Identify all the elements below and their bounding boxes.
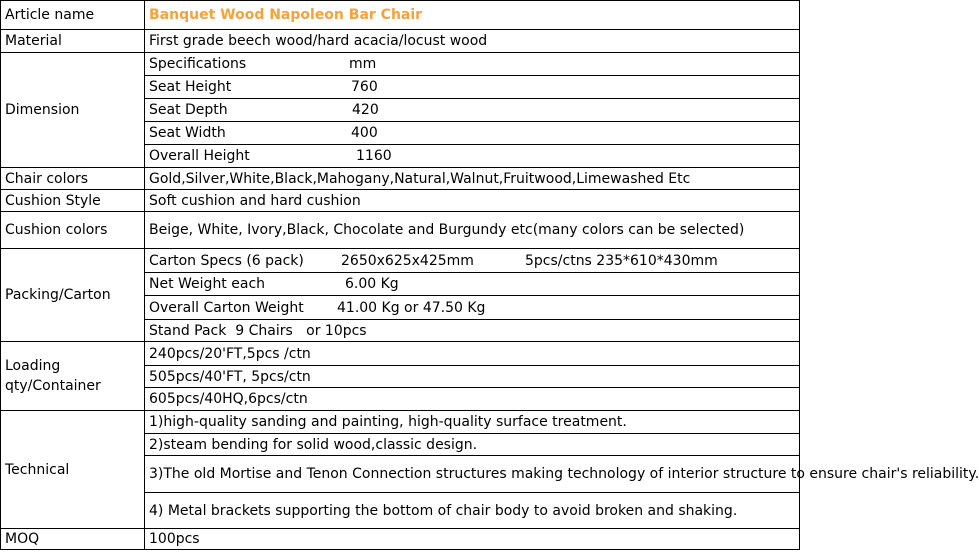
material-label: Material bbox=[1, 30, 145, 53]
row-cushion-colors bbox=[1, 212, 800, 249]
packing-carton-cell bbox=[145, 249, 800, 273]
overall-weight-value: 41.00 Kg or 47.50 Kg bbox=[337, 299, 486, 316]
moq-label: MOQ bbox=[1, 529, 145, 550]
dimension-cell bbox=[145, 76, 800, 99]
loading-value: 605pcs/40HQ,6pcs/ctn bbox=[145, 388, 800, 411]
overall-weight-cell bbox=[145, 296, 800, 320]
net-weight-name: Net Weight each bbox=[149, 276, 266, 292]
row-packing-carton bbox=[1, 249, 800, 273]
loading-label bbox=[1, 342, 145, 411]
carton-alt: 5pcs/ctns 235*610*430mm bbox=[525, 252, 718, 269]
row-loading bbox=[1, 342, 800, 366]
loading-value: 505pcs/40'FT, 5pcs/ctn bbox=[145, 366, 800, 388]
dimension-name: Overall Height bbox=[149, 148, 250, 164]
carton-name: Carton Specs (6 pack) bbox=[149, 252, 304, 269]
loading-label-line1: Loading bbox=[5, 358, 61, 374]
dimension-cell bbox=[145, 122, 800, 145]
row-technical bbox=[1, 411, 800, 434]
cushion-colors-value: Beige, White, Ivory,Black, Chocolate and Burgundy etc(many colors can be selected) bbox=[145, 212, 800, 249]
row-article bbox=[1, 1, 800, 30]
article-title: Banquet Wood Napoleon Bar Chair bbox=[145, 1, 800, 30]
row-cushion-style bbox=[1, 190, 800, 212]
overall-weight-name: Overall Carton Weight bbox=[149, 299, 304, 316]
dimension-header-name: Specifications bbox=[149, 56, 247, 72]
chair-colors-value: Gold,Silver,White,Black,Mahogany,Natural,Walnut,Fruitwood,Limewashed Etc bbox=[145, 168, 800, 190]
material-value: First grade beech wood/hard acacia/locust wood bbox=[145, 30, 800, 53]
dimension-name: Seat Width bbox=[149, 125, 226, 141]
dimension-cell bbox=[145, 99, 800, 122]
technical-value: 3)The old Mortise and Tenon Connection structures making technology of interior structure to ensure chair's reliability. bbox=[145, 456, 800, 493]
chair-colors-label: Chair colors bbox=[1, 168, 145, 190]
dimension-name: Seat Height bbox=[149, 79, 232, 95]
technical-value: 4) Metal brackets supporting the bottom of chair body to avoid broken and shaking. bbox=[145, 493, 800, 529]
technical-value: 2)steam bending for solid wood,classic design. bbox=[145, 434, 800, 456]
row-chair-colors bbox=[1, 168, 800, 190]
carton-size: 2650x625x425mm bbox=[341, 252, 474, 269]
dimension-value: 1160 bbox=[356, 148, 392, 164]
row-material bbox=[1, 30, 800, 53]
stand-pack-value: Stand Pack 9 Chairs or 10pcs bbox=[145, 320, 800, 342]
dimension-header-unit: mm bbox=[349, 56, 377, 72]
dimension-header-cell bbox=[145, 53, 800, 76]
loading-value: 240pcs/20'FT,5pcs /ctn bbox=[145, 342, 800, 366]
loading-label-line2: qty/Container bbox=[5, 378, 101, 394]
dimension-cell bbox=[145, 145, 800, 168]
cushion-style-value: Soft cushion and hard cushion bbox=[145, 190, 800, 212]
moq-value: 100pcs bbox=[145, 529, 800, 550]
dimension-label: Dimension bbox=[1, 53, 145, 168]
dimension-value: 420 bbox=[352, 102, 379, 118]
technical-value: 1)high-quality sanding and painting, high-quality surface treatment. bbox=[145, 411, 800, 434]
net-weight-cell bbox=[145, 273, 800, 296]
row-moq bbox=[1, 529, 800, 550]
dimension-value: 760 bbox=[351, 79, 378, 95]
net-weight-value: 6.00 Kg bbox=[345, 276, 399, 292]
row-dimension-header bbox=[1, 53, 800, 76]
dimension-name: Seat Depth bbox=[149, 102, 228, 118]
cushion-style-label: Cushion Style bbox=[1, 190, 145, 212]
article-label: Article name bbox=[1, 1, 145, 30]
technical-label: Technical bbox=[1, 411, 145, 529]
cushion-colors-label: Cushion colors bbox=[1, 212, 145, 249]
packing-label: Packing/Carton bbox=[1, 249, 145, 342]
dimension-value: 400 bbox=[351, 125, 378, 141]
